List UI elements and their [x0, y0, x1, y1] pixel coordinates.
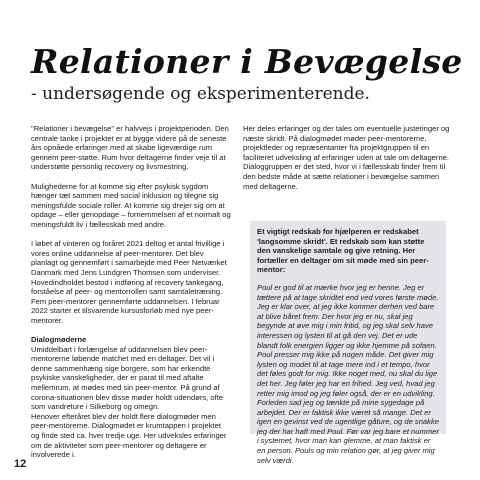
- left-paragraph-1: "Relationer i bevægelse" er halvvejs i projektperioden. Den centrale tanke i projektet er at bygge videre på de seneste års opnåede erfaringer med at skabe ligeværdige rum gennem peer-støtte. Rum hvor deltagerne finder veje til at understøtte personlig recovery og livsmestring.: [31, 124, 229, 172]
- quote-box: [250, 221, 446, 465]
- left-paragraph-3: I løbet af vinteren og foråret 2021 deltog et antal frivillige i vores online uddannelse af peer-mentorer. Det blev planlagt og gennemført i samarbejde med Peer Netværket Danmark med Jens Lundgren Thomsen som underviser. Hovedindholdet bestod i indføring af recovery tankegang, forståelse af peer- og mentorrollen samt samtaletræning. Fem peer-mentorer gennemførte uddannelsen. I februar 2022 starter et tilsvarende kursusforløb med nye peer-mentorer.: [31, 239, 227, 325]
- left-column: [31, 124, 231, 469]
- left-paragraph-2: Mulighederne for at komme sig efter psykisk sygdom hænger tæt sammen med social inklusion og tilegne sig meningsfulde sociale roller. At komme sig drejer sig om at opdage – eller genopdage – fornemmelsen af et normalt og meningsfuldt liv i fællesskab med andre.: [31, 181, 231, 229]
- left-paragraph-4: Umiddelbart i forlængelse af uddannelsen blev peer-mentorerne løbende matchet med en deltager. Det vil i denne sammenhæng sige borgere, som har erkendte psykiske vanskeligheder, der er parat til med aftalte mellemrum, at mødes med sin peer-mentor. På grund af corona-situationen blev disse møder holdt udendørs, ofte som vandreture i Silkeborg og omegn.: [31, 344, 224, 412]
- page-number: 12: [14, 458, 27, 470]
- right-paragraph-1: Her deles erfaringer og der tales om eventuelle justeringer og næste skridt. På dialogmødet møder peer-mentorerne, projektleder og repræsentanter fra projektgruppen til en faciliteret udveksling af erfaringer uden at tale om deltagerne. Dialoggruppen er det sted, hvor vi i fællesskab finder frem til den bedste måde at sætte relationer i bevægelse sammen med deltagerne.: [243, 124, 450, 191]
- page-title: Relationer i Bevægelse: [31, 42, 463, 81]
- left-paragraph-5: Henover efteråret blev der holdt flere dialogmøder men peer-mentorerne. Dialogmødet er krumtappen i projektet og finde sted ca. hver tredje uge. Her udveksles erfaringer om de aktiviteter som peer-mentorer og deltagere er involverede i.: [31, 411, 227, 460]
- right-column: [243, 124, 451, 201]
- quote-box-intro: Et vigtigt redskab for hjælperen er redskabet 'langsomme skridt'. Et redskab som kan støtte den vanskelige samtale og give retning. Her fortæller en deltager om sit møde med sin peer-mentor:: [257, 227, 429, 275]
- section-heading-dialogmoederne: Dialogmøderne: [31, 335, 87, 345]
- quote-box-quote: Poul er god til at mærke hvor jeg er henne. Jeg er tættere på at tage skridtet end ved vores første møde. Jeg er klar over, at jeg ikke kommer derhen ved bare at blive båret frem. Der hvor jeg er nu, skal jeg begynde at øve mig i min fritid, og jeg skal selv have interessen og lysten til at gå den vej. Det er ude blandt folk energien ligger og ikke hjemme på sofaen. Poul presser mig ikke på nogen måde. Det giver mig lysten og modet til at tage mere ind i et tempo, hvor det føles godt for mig. Ikke noget med, nu skal du lige det her. Jeg føler jeg har en frihed. Jeg ved, hvad jeg retter mig imod og jeg føler også, der er en udvikling. Forleden sad jeg og tænkte på mine sygedage på arbejdet. Der er faktisk ikke været så mange. Det er igen en gevinst ved de ugentlige gåture, og de snakke jeg der har haft med Poul. Før var jeg bare et nummer i systemet, hvor man kan glemme, at man faktisk er en person. Pouls og min relation gør, at jeg giver mig selv værdi.: [257, 282, 439, 465]
- page-subtitle: - undersøgende og eksperimenterende.: [31, 84, 370, 104]
